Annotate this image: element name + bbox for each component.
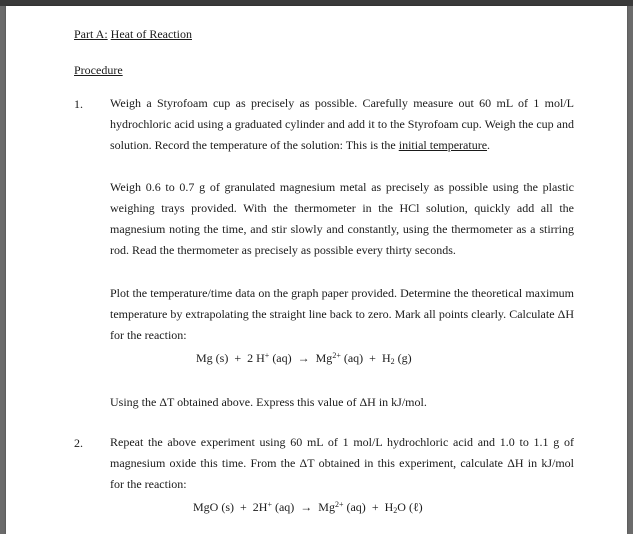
step-1-paragraph-4: Using the ΔT obtained above. Express this value of ΔH in kJ/mol.	[110, 395, 427, 409]
step-2-paragraph-1: Repeat the above experiment using 60 mL of 1 mol/L hydrochloric acid and 1.0 to 1.1 g of magnesium oxide this time. From the ΔT obtained in this experiment, calculate ΔH in kJ/mol for the reaction:	[110, 435, 574, 491]
eq1-h-state: (aq)	[272, 351, 292, 365]
eq1-arrow: →	[297, 351, 310, 365]
part-title-prefix: Part A:	[74, 27, 108, 41]
part-title-text: Heat of Reaction	[110, 27, 192, 41]
step-1-paragraph-1-text: Weigh a Styrofoam cup as precisely as possible. Carefully measure out 60 mL of 1 mol/L hydrochloric acid using a graduated cylinder and add it to the Styrofoam cup. Weigh the cup and solution. Record the temperature of the solution: This is the	[110, 96, 574, 152]
eq2-plus-2: +	[371, 500, 379, 514]
eq2-plus-1: +	[240, 500, 247, 514]
eq2-h2o-oxygen: O	[397, 500, 406, 514]
step-1-number: 1.	[74, 97, 83, 111]
eq2-h2o-subscript: 2	[393, 506, 398, 515]
eq2-mg-charge: 2+	[334, 500, 344, 509]
step-1-paragraph-1-end: .	[487, 138, 491, 152]
step-1-paragraph-2: Weigh 0.6 to 0.7 g of granulated magnesium metal as precisely as possible using the plastic weighing trays provided. With the thermometer in the HCl solution, quickly add all the magnesium noting the time, and stir slowly and constantly, using the thermometer as a stirring rod. Read the thermometer as precisely as possible every thirty seconds.	[110, 180, 574, 257]
document-page	[6, 6, 627, 534]
eq2-product-h2o: H	[384, 500, 394, 514]
eq2-reactant-h: 2H	[252, 500, 268, 514]
eq2-reactant-mgo: MgO (s)	[193, 500, 234, 514]
equation-2	[193, 500, 423, 514]
eq1-plus-2: +	[369, 351, 376, 365]
eq1-h2-subscript: 2	[390, 357, 395, 366]
eq2-h-charge: +	[267, 500, 272, 509]
eq1-mg-state: (aq)	[343, 351, 364, 365]
eq1-reactant-h: 2 H	[247, 351, 265, 365]
eq1-mg-charge: 2+	[332, 351, 341, 360]
eq1-plus-1: +	[234, 351, 242, 365]
procedure-heading: Procedure	[74, 63, 123, 77]
eq2-product-mg: Mg	[318, 500, 335, 514]
step-2-number: 2.	[74, 436, 83, 450]
eq2-mg-state: (aq)	[346, 500, 366, 514]
initial-temperature-term: initial temperature	[398, 138, 488, 152]
eq1-h-charge: +	[264, 351, 270, 360]
eq2-arrow: →	[300, 500, 313, 514]
part-title	[74, 27, 192, 41]
eq1-h2-state: (g)	[397, 351, 412, 365]
equation-1	[196, 351, 412, 365]
eq1-reactant-mg: Mg (s)	[196, 351, 229, 365]
eq2-h2o-state: (ℓ)	[408, 500, 423, 514]
eq2-h-state: (aq)	[274, 500, 295, 514]
step-1-paragraph-3: Plot the temperature/time data on the graph paper provided. Determine the theoretical maximum temperature by extrapolating the straight line back to zero. Mark all points clearly. Calculate ΔH for the reaction:	[110, 286, 574, 342]
step-1-paragraph-1	[110, 93, 574, 156]
eq1-product-mg: Mg	[315, 351, 333, 365]
eq1-product-h2: H	[381, 351, 391, 365]
